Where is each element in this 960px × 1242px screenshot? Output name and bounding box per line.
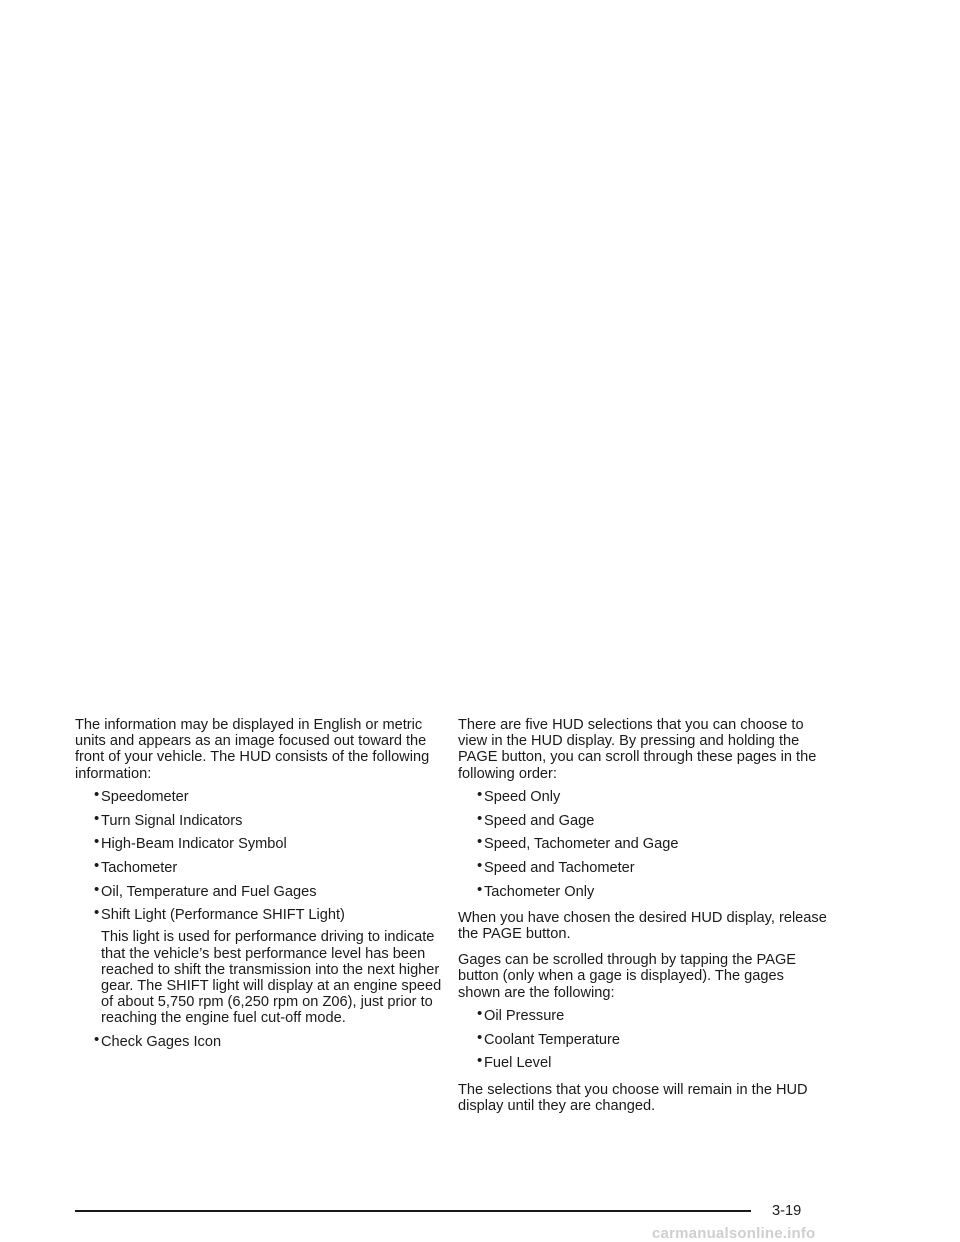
release-paragraph: When you have chosen the desired HUD display, release the PAGE button. — [458, 909, 827, 942]
list-item: • Tachometer — [94, 856, 178, 876]
list-item: • Coolant Temperature — [477, 1028, 621, 1048]
list-item: • Oil Pressure — [477, 1005, 565, 1025]
left-column — [75, 717, 445, 1050]
bullet-icon: • — [477, 1005, 483, 1023]
list-item: • High-Beam Indicator Symbol — [94, 833, 287, 853]
list-item: • Turn Signal Indicators — [94, 809, 243, 829]
left-intro-paragraph: The information may be displayed in English or metric units and appears as an image focused out toward the front of your vehicle. The HUD consists of the following information: — [75, 717, 430, 782]
closing-paragraph: The selections that you choose will remain in the HUD display until they are changed. — [458, 1081, 808, 1114]
list-item: • Speedometer — [94, 786, 189, 806]
list-item: • Shift Light (Performance SHIFT Light) — [94, 904, 345, 924]
list-item: • Fuel Level — [477, 1052, 552, 1072]
list-item: • Speed, Tachometer and Gage — [477, 833, 679, 853]
right-intro-paragraph: There are five HUD selections that you can choose to view in the HUD display. By pressing and holding the PAGE button, you can scroll through these pages in the following order: — [458, 717, 817, 782]
bullet-icon: • — [94, 1030, 100, 1048]
bullet-icon: • — [477, 1052, 483, 1070]
hud-info-list — [75, 786, 445, 1050]
list-item: • Speed and Gage — [477, 809, 595, 829]
bullet-icon: • — [477, 856, 483, 874]
bullet-icon: • — [94, 856, 100, 874]
page-number: 3-19 — [772, 1203, 802, 1219]
watermark: carmanualsonline.info — [652, 1225, 816, 1242]
list-item: • Check Gages Icon — [94, 1030, 222, 1050]
gages-list — [458, 1005, 830, 1072]
hud-selections-list — [458, 786, 830, 900]
bullet-icon: • — [94, 833, 100, 851]
list-item: • Speed and Tachometer — [477, 856, 635, 876]
bullet-icon: • — [477, 809, 483, 827]
bullet-icon: • — [94, 880, 100, 898]
list-item: • Tachometer Only — [477, 880, 595, 900]
gages-paragraph: Gages can be scrolled through by tapping the PAGE button (only when a gage is displayed). The gages shown are the following: — [458, 952, 797, 1001]
bullet-icon: • — [94, 904, 100, 922]
bullet-icon: • — [94, 809, 100, 827]
bullet-icon: • — [477, 1028, 483, 1046]
right-column — [458, 717, 830, 1114]
bullet-icon: • — [477, 786, 483, 804]
shift-light-description: This light is used for performance driving to indicate that the vehicle’s best performance level has been reached to shift the transmission into the next higher gear. The SHIFT light will display at an engine speed of about 5,750 rpm (6,250 rpm on Z06), just prior to reaching the engine fuel cut-off mode. — [101, 929, 442, 1027]
bullet-icon: • — [477, 880, 483, 898]
list-item: • Oil, Temperature and Fuel Gages — [94, 880, 317, 900]
list-item: • Speed Only — [477, 786, 561, 806]
bullet-icon: • — [477, 833, 483, 851]
bullet-icon: • — [94, 786, 100, 804]
footer-rule — [75, 1210, 751, 1212]
